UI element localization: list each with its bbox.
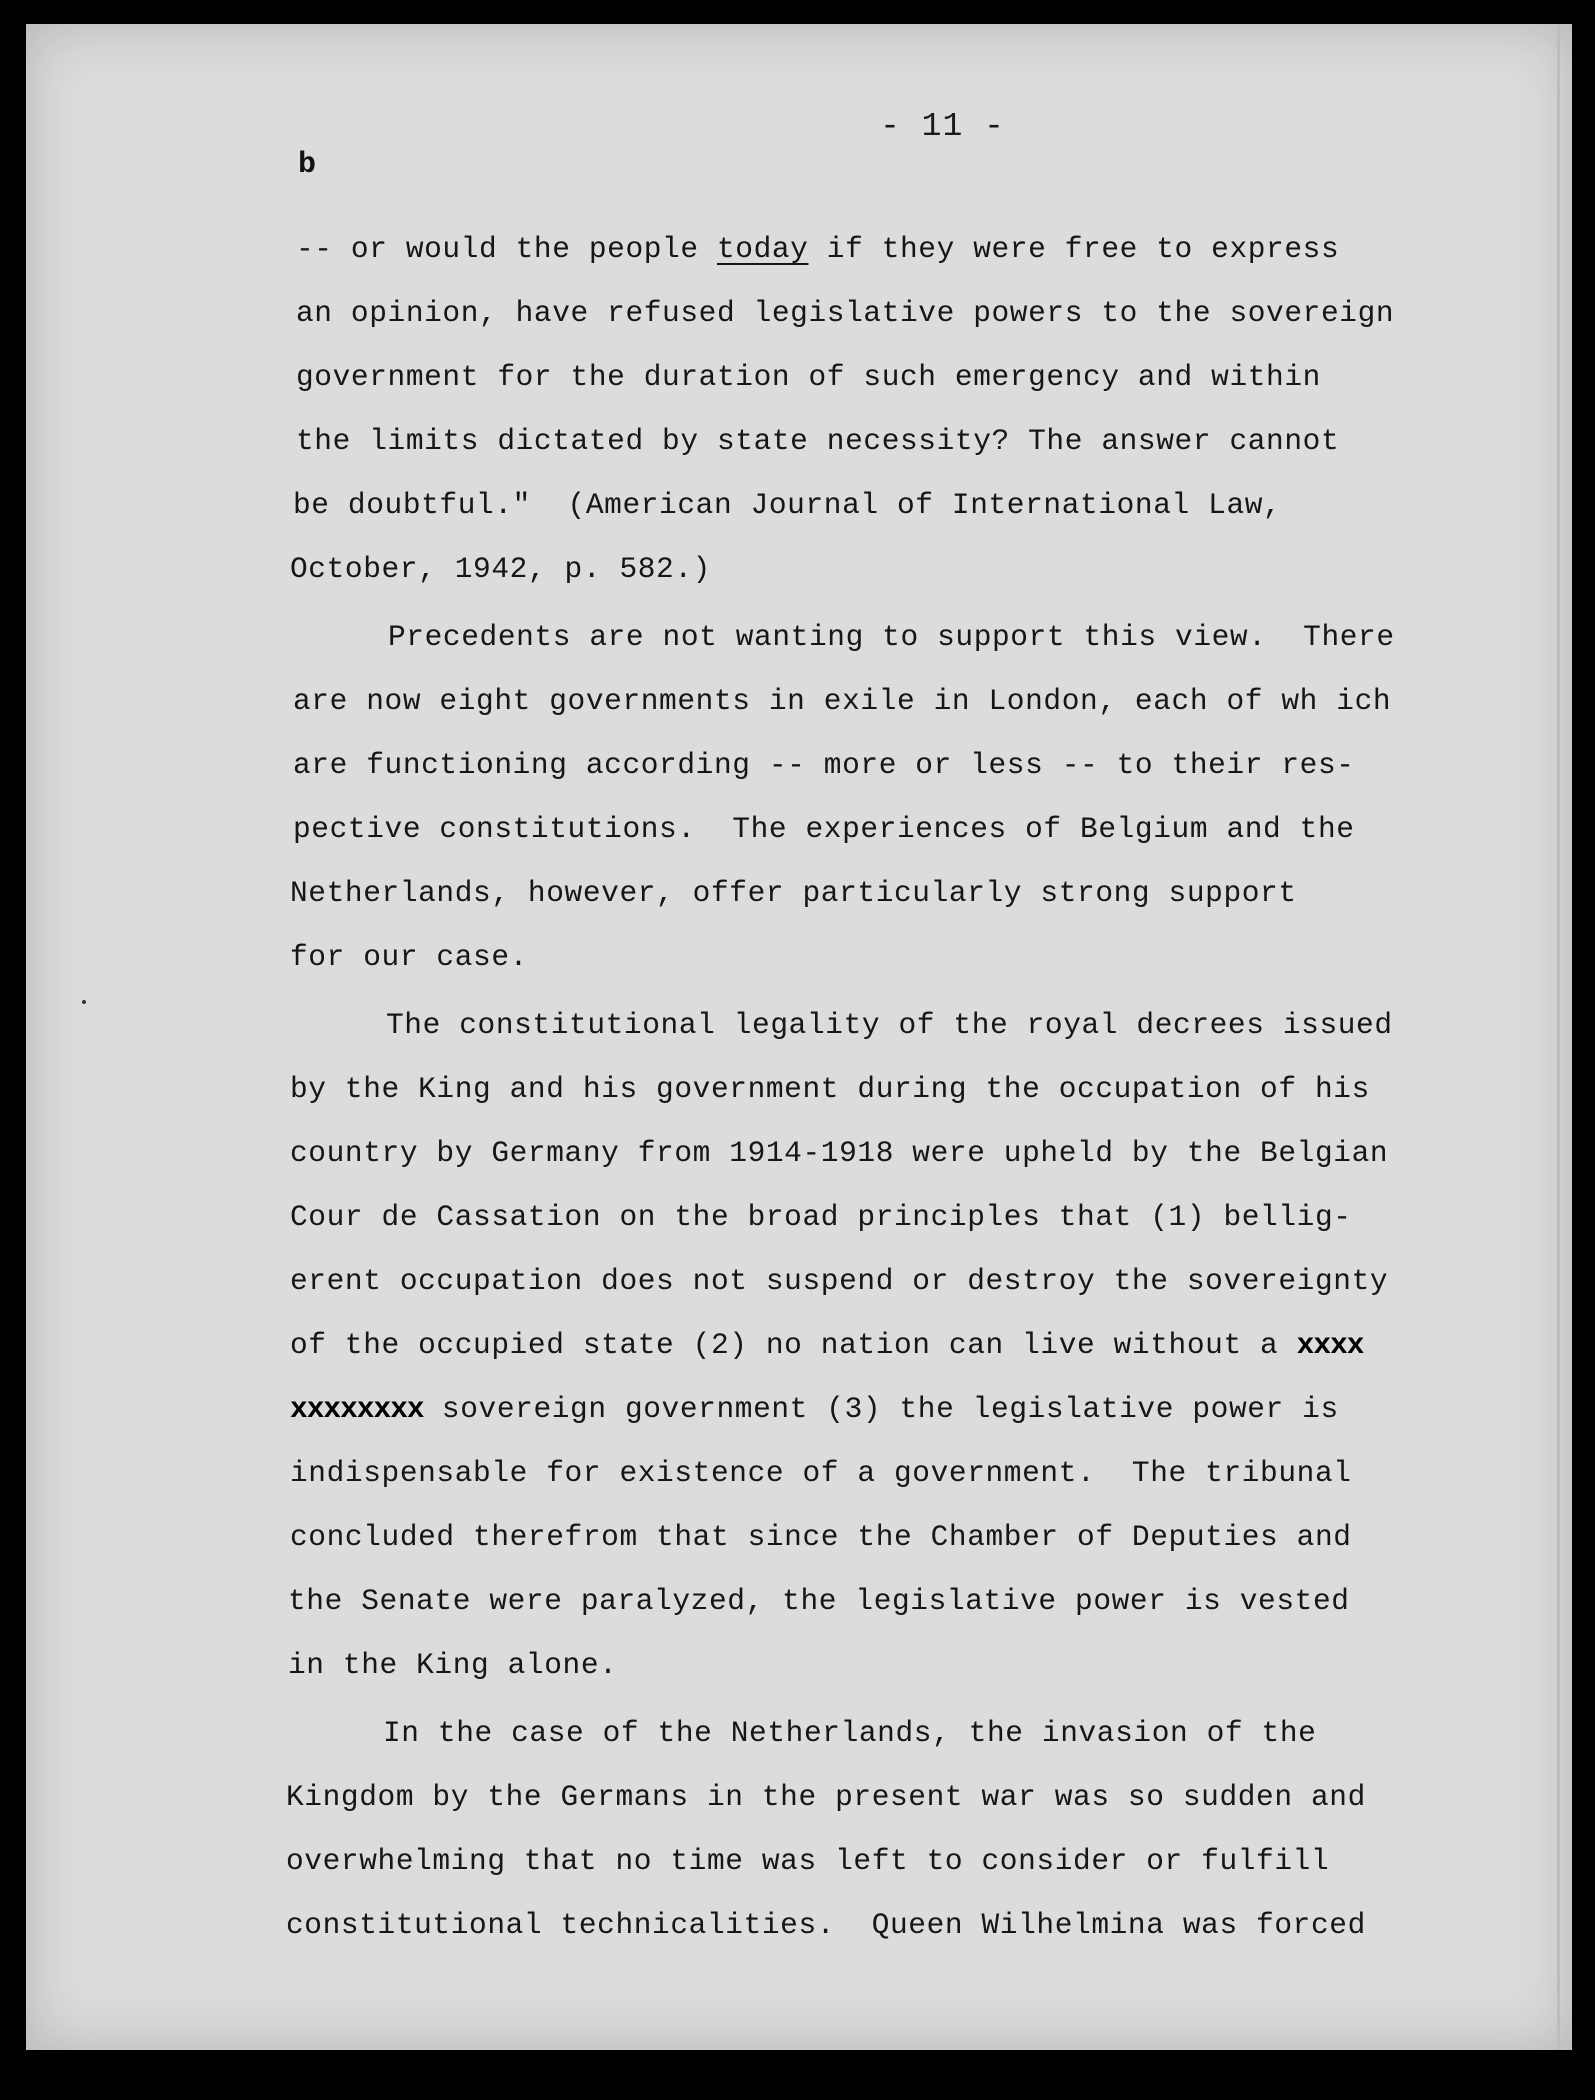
text-line: -- or would the people today if they were free to express bbox=[296, 232, 1340, 266]
text-line: concluded therefrom that since the Chamber of Deputies and bbox=[290, 1520, 1352, 1554]
margin-mark: b bbox=[298, 148, 317, 182]
text-line: Precedents are not wanting to support this view. There bbox=[388, 620, 1395, 654]
text-line: Cour de Cassation on the broad principles that (1) bellig- bbox=[290, 1200, 1352, 1234]
page-edge bbox=[1557, 24, 1560, 2050]
text-line: October, 1942, p. 582.) bbox=[290, 552, 711, 586]
page-number: - 11 - bbox=[880, 108, 1005, 145]
text-line: The constitutional legality of the royal decrees issued bbox=[386, 1008, 1393, 1042]
ink-speck bbox=[82, 1000, 86, 1004]
text-line: xxxxxxxx sovereign government (3) the legislative power is bbox=[290, 1392, 1339, 1426]
text-line: overwhelming that no time was left to consider or fulfill bbox=[286, 1844, 1330, 1878]
text-line: for our case. bbox=[290, 940, 528, 974]
text-line: indispensable for existence of a government. The tribunal bbox=[290, 1456, 1352, 1490]
text-line: government for the duration of such emergency and within bbox=[296, 360, 1321, 394]
text-line: In the case of the Netherlands, the invasion of the bbox=[383, 1716, 1317, 1750]
text-line: constitutional technicalities. Queen Wilhelmina was forced bbox=[286, 1908, 1366, 1942]
text-line: the limits dictated by state necessity? The answer cannot bbox=[296, 424, 1340, 458]
text-line: are functioning according -- more or less -- to their res- bbox=[293, 748, 1355, 782]
struck-out-text: xxxxxxxx bbox=[290, 1392, 424, 1426]
text-line: are now eight governments in exile in London, each of wh ich bbox=[293, 684, 1392, 718]
text-line: an opinion, have refused legislative powers to the sovereign bbox=[296, 296, 1395, 330]
text-line: in the King alone. bbox=[288, 1648, 618, 1682]
text-line: pective constitutions. The experiences of Belgium and the bbox=[293, 812, 1355, 846]
text-line: Netherlands, however, offer particularly strong support bbox=[290, 876, 1297, 910]
struck-out-text: xxxx bbox=[1296, 1328, 1364, 1362]
text-line: of the occupied state (2) no nation can live without a xxxx bbox=[290, 1328, 1364, 1362]
underlined-word: today bbox=[716, 232, 809, 266]
text-line: erent occupation does not suspend or destroy the sovereignty bbox=[290, 1264, 1389, 1298]
text-line: Kingdom by the Germans in the present war was so sudden and bbox=[286, 1780, 1366, 1814]
text-line: be doubtful." (American Journal of International Law, bbox=[293, 488, 1282, 522]
text-line: the Senate were paralyzed, the legislative power is vested bbox=[288, 1584, 1350, 1618]
text-line: country by Germany from 1914-1918 were upheld by the Belgian bbox=[290, 1136, 1389, 1170]
text-line: by the King and his government during the occupation of his bbox=[290, 1072, 1370, 1106]
